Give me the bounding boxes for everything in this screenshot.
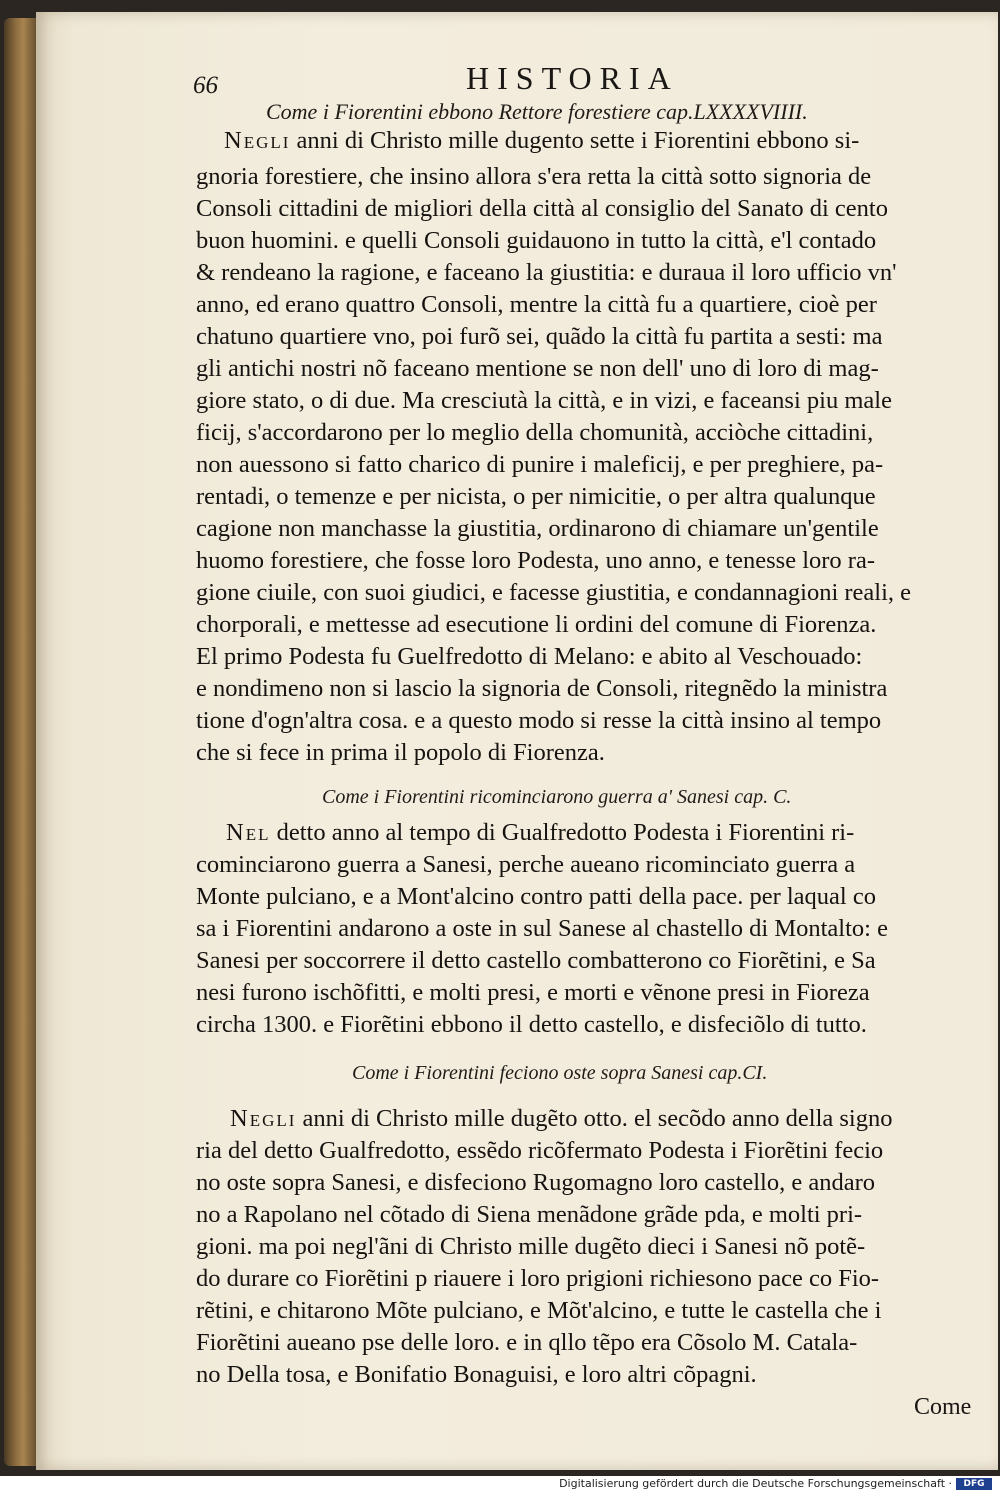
text-line: Sanesi per soccorrere il detto castello combatterono co Fiorẽtini, e Sa	[196, 947, 876, 974]
text-line: Monte pulciano, e a Mont'alcino contro patti della pace. per laqual co	[196, 883, 876, 910]
text-line: ficij, s'accordarono per lo meglio della chomunità, acciòche cittadini,	[196, 419, 874, 446]
text-line: ria del detto Gualfredotto, essẽdo ricõfermato Podesta i Fiorẽtini fecio	[196, 1137, 884, 1164]
text-line: gli antichi nostri nõ faceano mentione se non dell' uno di loro di mag-	[196, 355, 879, 382]
text-line: no Della tosa, e Bonifatio Bonaguisi, e loro altri cõpagni.	[196, 1361, 757, 1388]
dfg-logo: DFG	[956, 1478, 992, 1490]
text-line: sa i Fiorentini andarono a oste in sul Sanese al chastello di Montalto: e	[196, 915, 888, 942]
book-spine	[4, 18, 36, 1466]
text-line: buon huomini. e quelli Consoli guidauono in tutto la città, e'l contado	[196, 227, 877, 254]
text-line: gione ciuile, con suoi giudici, e facesse giustitia, e condannagioni reali, e	[196, 579, 912, 606]
text-line: nesi furono ischõfitti, e molti presi, e morti e vẽnone presi in Fioreza	[196, 979, 870, 1006]
catchword: Come	[914, 1394, 972, 1420]
text-line: gioni. ma poi negl'ãni di Christo mille dugẽto dieci i Sanesi nõ potẽ-	[196, 1233, 866, 1260]
text-line: chorporali, e mettesse ad esecutione li ordini del comune di Fiorenza.	[196, 611, 877, 638]
text-line: e nondimeno non si lascio la signoria de Consoli, ritegnẽdo la ministra	[196, 675, 888, 702]
footer-credit: Digitalisierung gefördert durch die Deutsche Forschungsgemeinschaft ·	[559, 1477, 952, 1490]
running-title: HISTORIA	[466, 60, 679, 96]
text-line: Negli anni di Christo mille dugẽto otto. el secõdo anno della signo	[230, 1105, 893, 1132]
text-line: Fiorẽtini aueano pse delle loro. e in qllo tẽpo era Cõsolo M. Catala-	[196, 1329, 858, 1356]
text-line: El primo Podesta fu Guelfredotto di Melano: e abito al Veschouado:	[196, 643, 863, 670]
text-line: Negli anni di Christo mille dugento sette i Fiorentini ebbono si-	[224, 127, 860, 154]
text-line: che si fece in prima il popolo di Fiorenza.	[196, 739, 605, 766]
chapter-heading: Come i Fiorentini ricominciarono guerra a' Sanesi cap. C.	[322, 786, 792, 808]
footer-bar	[0, 1476, 1000, 1493]
dropcap-word: Nel	[226, 819, 271, 846]
chapter-heading: Come i Fiorentini feciono oste sopra Sanesi cap.CI.	[352, 1062, 768, 1084]
text-line: giore stato, o di due. Ma cresciutà la città, e in vizi, e faceansi piu male	[196, 387, 892, 414]
text-line: Consoli cittadini de migliori della città al consiglio del Sanato di cento	[196, 195, 888, 222]
text-line: gnoria forestiere, che insino allora s'era retta la città sotto signoria de	[196, 163, 872, 190]
text-line: rẽtini, e chitarono Mõte pulciano, e Mõt'alcino, e tutte le castella che i	[196, 1297, 882, 1324]
chapter-heading: Come i Fiorentini ebbono Rettore forestiere cap.LXXXXVIIII.	[266, 99, 808, 124]
text-line: non auessono si fatto charico di punire i maleficij, e per preghiere, pa-	[196, 451, 884, 478]
dropcap-word: Negli	[230, 1105, 297, 1132]
text-line: no a Rapolano nel cõtado di Siena menãdone grãde pda, e molti pri-	[196, 1201, 863, 1228]
text-line: & rendeano la ragione, e faceano la giustitia: e duraua il loro ufficio vn'	[196, 259, 897, 286]
text-line: rentadi, o temenze e per nicista, o per nimicitie, o per altra qualunque	[196, 483, 876, 510]
text-line: cagione non manchasse la giustitia, ordinarono di chiamare un'gentile	[196, 515, 879, 542]
text-line: tione d'ogn'altra cosa. e a questo modo si resse la città insino al tempo	[196, 707, 882, 734]
text-line: circha 1300. e Fiorẽtini ebbono il detto castello, e disfeciõlo di tutto.	[196, 1011, 867, 1038]
text-line: no oste sopra Sanesi, e disfeciono Rugomagno loro castello, e andaro	[196, 1169, 876, 1196]
text-line: cominciarono guerra a Sanesi, perche aueano ricominciato guerra a	[196, 851, 856, 878]
text-line: huomo forestiere, che fosse loro Podesta, uno anno, e tenesse loro ra-	[196, 547, 875, 574]
text-line: do durare co Fiorẽtini p riauere i loro prigioni richiesono pace co Fio-	[196, 1265, 880, 1292]
page-number: 66	[193, 72, 218, 99]
text-line: chatuno quartiere vno, poi furõ sei, quãdo la città fu partita a sesti: ma	[196, 323, 883, 350]
text-line: Nel detto anno al tempo di Gualfredotto Podesta i Fiorentini ri-	[226, 819, 855, 846]
dropcap-word: Negli	[224, 127, 291, 154]
text-line: anno, ed erano quattro Consoli, mentre la città fu a quartiere, cioè per	[196, 291, 877, 318]
